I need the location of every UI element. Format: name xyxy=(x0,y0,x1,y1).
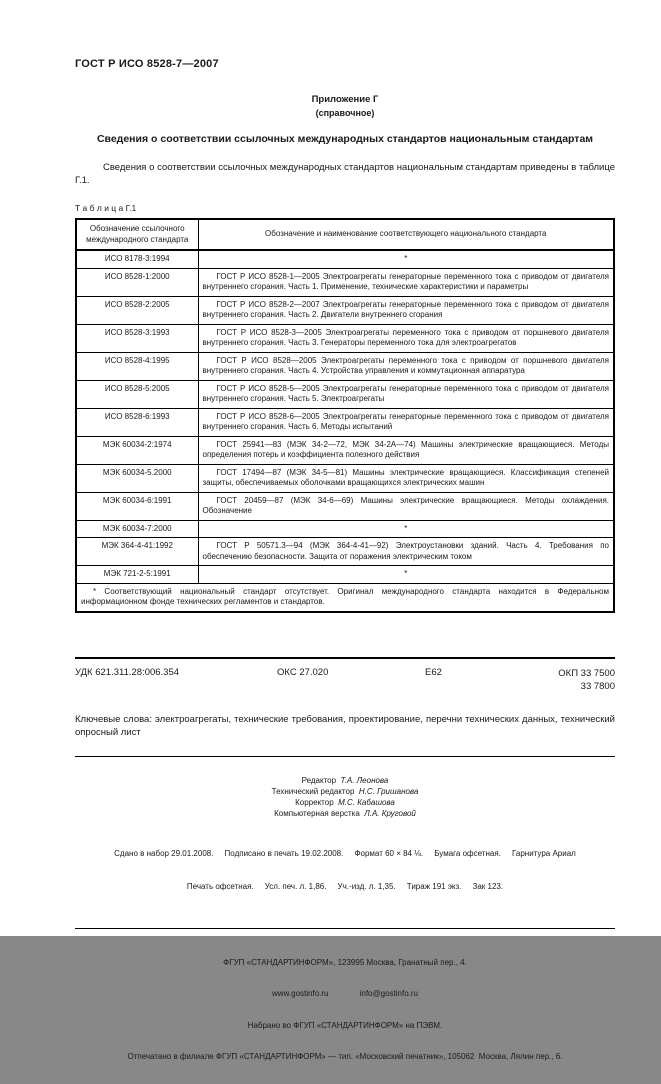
separator-rule-1 xyxy=(75,756,615,757)
ref-standard: МЭК 721-2-5:1991 xyxy=(76,566,198,584)
editor-label: Корректор xyxy=(295,797,334,807)
page-content xyxy=(75,58,615,1084)
editor-label: Редактор xyxy=(301,775,337,785)
editors-block xyxy=(75,775,615,819)
editor-name: Н.С. Гришанова xyxy=(358,786,419,796)
ref-standard: МЭК 364-4-41:1992 xyxy=(76,538,198,566)
table-row xyxy=(76,250,614,268)
national-standard: ГОСТ Р ИСО 8528-6—2005 Электроагрегаты генераторные переменного тока с приводом от двигателя внутреннего сгорания. Часть 6. Методы испытаний xyxy=(198,408,614,436)
table-row xyxy=(76,408,614,436)
national-standard: ГОСТ Р ИСО 8528-5—2005 Электроагрегаты генераторные переменного тока с приводом от двигателя внутреннего сгорания. Часть 5. Электроагрегаты xyxy=(198,380,614,408)
standard-code: ГОСТ Р ИСО 8528-7—2007 xyxy=(75,58,219,70)
ref-standard: МЭК 60034-7:2000 xyxy=(76,520,198,538)
editor-label: Компьютерная верстка xyxy=(274,808,360,818)
national-standard: ГОСТ Р ИСО 8528-2—2007 Электроагрегаты генераторные переменного тока с приводом от двигателя внутреннего сгорания. Часть 2. Двигатели внутреннего сгорания xyxy=(198,296,614,324)
table-row xyxy=(76,538,614,566)
publisher-address: ФГУП «СТАНДАРТИНФОРМ», 123995 Москва, Гранатный пер., 4. xyxy=(223,957,467,967)
table-row xyxy=(76,268,614,296)
udk-code: УДК 621.311.28:006.354 xyxy=(75,666,180,678)
column-header-international: Обозначение ссылочного международного стандарта xyxy=(76,219,198,250)
ref-standard: МЭК 60034-5.2000 xyxy=(76,464,198,492)
okp-line2: 33 7800 xyxy=(580,680,615,692)
national-standard: ГОСТ Р 50571.3—94 (МЭК 364-4-41—92) Электроустановки зданий. Часть 4. Требования по обеспечению безопасности. Защита от поражения электрическим током xyxy=(198,538,614,566)
appendix-type: (справочное) xyxy=(315,108,375,118)
okp-code xyxy=(558,667,615,693)
national-standard: ГОСТ Р ИСО 8528—2005 Электроагрегаты переменного тока с приводом от поршневого двигателя внутреннего сгорания. Часть 4. Устройства управления и коммутационная аппаратура xyxy=(198,352,614,380)
table-row xyxy=(76,324,614,352)
table-row xyxy=(76,352,614,380)
classification-codes-row xyxy=(75,667,615,693)
editor-line xyxy=(75,797,615,808)
column-header-national: Обозначение и наименование соответствующего национального стандарта xyxy=(198,219,614,250)
national-standard: ГОСТ Р ИСО 8528-3—2005 Электроагрегаты переменного тока с приводом от поршневого двигателя внутреннего сгорания. Часть 3. Генераторы переменного тока для электроагрегатов xyxy=(198,324,614,352)
national-standard: ГОСТ Р ИСО 8528-1—2005 Электроагрегаты генераторные переменного тока с приводом от двигателя внутреннего сгорания. Часть 1. Применение, технические характеристики и параметры xyxy=(198,268,614,296)
ref-standard: МЭК 60034-6:1991 xyxy=(76,492,198,520)
ref-standard: ИСО 8528-2:2005 xyxy=(76,296,198,324)
table-footnote: * Соответствующий национальный стандарт отсутствует. Оригинал международного стандарта находится в Федеральном информационном фонде технических регламентов и стандартов. xyxy=(76,583,614,612)
print-info-block xyxy=(75,826,615,914)
national-standard: ГОСТ 20459—87 (МЭК 34-6—69) Машины электрические вращающиеся. Методы охлаждения. Обозначение xyxy=(198,492,614,520)
editor-line xyxy=(75,808,615,819)
editor-name: М.С. Кабашова xyxy=(338,797,395,807)
appendix-label: Приложение Г xyxy=(311,94,379,105)
national-standard: ГОСТ 25941—83 (МЭК 34-2—72, МЭК 34-2А—74) Машины электрические вращающиеся. Методы определения потерь и коэффициента полезного действия xyxy=(198,436,614,464)
table-footnote-row xyxy=(76,583,614,612)
e-code: Е62 xyxy=(425,666,442,678)
editor-name: Л.А. Круговой xyxy=(364,808,416,818)
section-title: Сведения о соответствии ссылочных международных стандартов национальным стандартам xyxy=(96,133,594,145)
table-row xyxy=(76,520,614,538)
publisher-block xyxy=(75,937,615,1084)
table-row xyxy=(76,566,614,584)
table-row xyxy=(76,380,614,408)
separator-rule-thick xyxy=(75,657,615,659)
publisher-contacts: www.gostinfo.ru info@gostinfo.ru xyxy=(272,989,418,998)
print-info-line2: Печать офсетная. Усл. печ. л. 1,86. Уч.-изд. л. 1,35. Тираж 191 экз. Зак 123. xyxy=(186,881,504,891)
ref-standard: ИСО 8528-1:2000 xyxy=(76,268,198,296)
table-caption: Т а б л и ц а Г.1 xyxy=(75,203,137,213)
ref-standard: ИСО 8528-5:2005 xyxy=(76,380,198,408)
table-row xyxy=(76,296,614,324)
okp-line1: ОКП 33 7500 xyxy=(558,667,615,679)
national-standard: * xyxy=(198,250,614,268)
ref-standard: МЭК 60034-2:1974 xyxy=(76,436,198,464)
separator-rule-2 xyxy=(75,928,615,929)
national-standard: * xyxy=(198,520,614,538)
national-standard: * xyxy=(198,566,614,584)
correspondence-table xyxy=(75,218,615,613)
national-standard: ГОСТ 17494—87 (МЭК 34-5—81) Машины электрические вращающиеся. Классификация степеней защиты, обеспечиваемых оболочками вращающихся электрических машин xyxy=(198,464,614,492)
editor-line xyxy=(75,786,615,797)
table-header-row xyxy=(76,219,614,250)
ref-standard: ИСО 8528-4:1995 xyxy=(76,352,198,380)
table-row xyxy=(76,492,614,520)
table-row xyxy=(76,464,614,492)
print-info-line1: Сдано в набор 29.01.2008. Подписано в печать 19.02.2008. Формат 60 × 84 ⅛. Бумага офсетная. Гарнитура Ариал xyxy=(114,848,576,858)
table-row xyxy=(76,436,614,464)
editor-label: Технический редактор xyxy=(271,786,355,796)
ref-standard: ИСО 8528-6:1993 xyxy=(76,408,198,436)
publisher-printed: Отпечатано в филиале ФГУП «СТАНДАРТИНФОРМ» — тип. «Московский печатник», 105062 Москва, Лялин пер., 6. xyxy=(127,1052,563,1061)
publisher-typeset: Набрано во ФГУП «СТАНДАРТИНФОРМ» на ПЭВМ. xyxy=(247,1020,443,1030)
ref-standard: ИСО 8528-3:1993 xyxy=(76,324,198,352)
editor-name: Т.А. Леонова xyxy=(340,775,389,785)
keywords-paragraph: Ключевые слова: электроагрегаты, технические требования, проектирование, перечни технических данных, технический опросный лист xyxy=(75,713,615,738)
editor-line xyxy=(75,775,615,786)
oks-code: ОКС 27.020 xyxy=(277,666,329,678)
ref-standard: ИСО 8178-3:1994 xyxy=(76,250,198,268)
intro-paragraph: Сведения о соответствии ссылочных международных стандартов национальным стандартам приведены в таблице Г.1. xyxy=(75,162,615,186)
